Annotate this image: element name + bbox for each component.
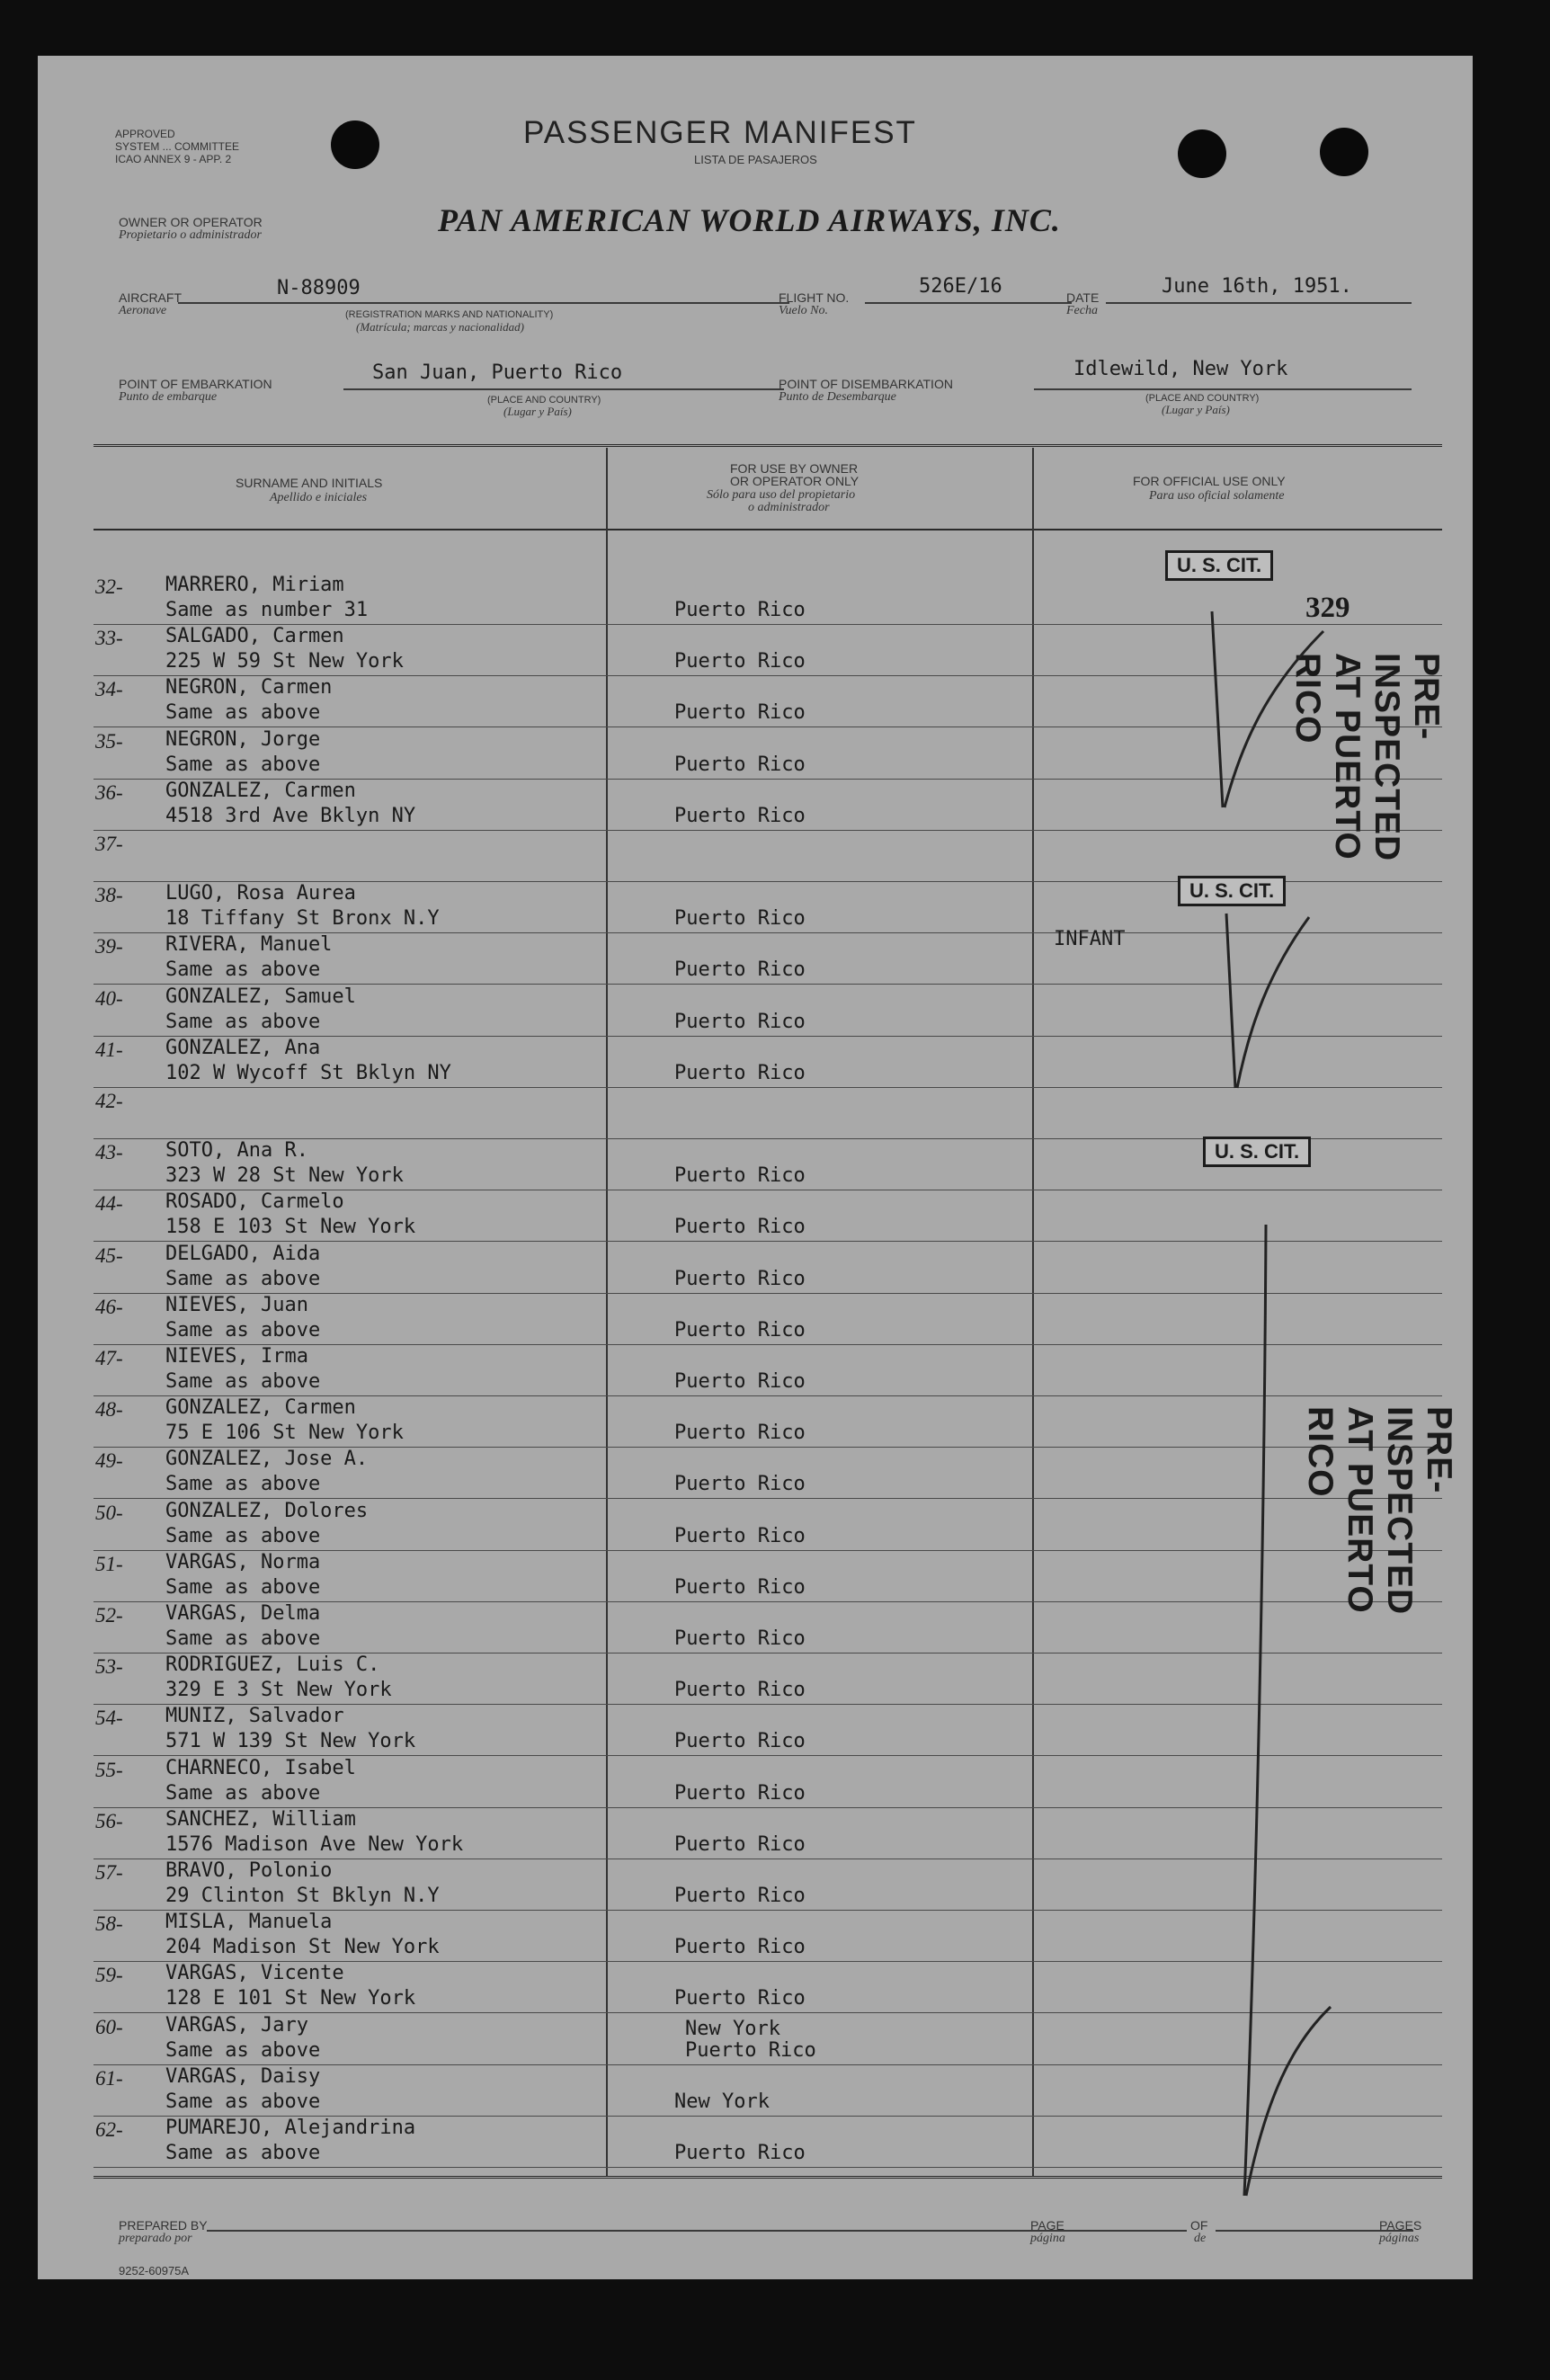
punch-hole: [1178, 129, 1226, 178]
check-mark: [1230, 1216, 1338, 2223]
us-citizen-stamp: U. S. CIT.: [1165, 550, 1273, 581]
owner-use-value: Puerto Rico: [674, 1575, 806, 1599]
row-number: 50-: [95, 1501, 123, 1524]
place-note: (PLACE AND COUNTRY): [487, 395, 601, 406]
row-number: 44-: [95, 1192, 123, 1216]
row-number: 34-: [95, 678, 123, 701]
passenger-name: PUMAREJO, Alejandrina: [165, 2117, 416, 2139]
prepared-by-label-es: preparado por: [119, 2232, 192, 2245]
passenger-address: 29 Clinton St Bklyn N.Y: [165, 1885, 440, 1907]
passenger-name: GONZALEZ, Jose A.: [165, 1448, 369, 1471]
passenger-name: BRAVO, Polonio: [165, 1859, 333, 1882]
row-number: 61-: [95, 2066, 123, 2090]
approval-line: ICAO ANNEX 9 - APP. 2: [115, 153, 232, 165]
prepared-by-label: PREPARED BY: [119, 2218, 208, 2233]
page-title-es: LISTA DE PASAJEROS: [694, 153, 817, 166]
owner-use-value: Puerto Rico: [674, 1318, 806, 1342]
row-number: 53-: [95, 1655, 123, 1679]
passenger-address: Same as above: [165, 1267, 321, 1290]
form-number: 9252-60975A: [119, 2264, 190, 2277]
row-number: 32-: [95, 575, 123, 598]
owner-use-value: Puerto Rico: [674, 1987, 806, 2010]
passenger-name: GONZALEZ, Dolores: [165, 1499, 369, 1522]
passenger-name: ROSADO, Carmelo: [165, 1190, 344, 1214]
owner-value: PAN AMERICAN WORLD AIRWAYS, INC.: [438, 202, 1061, 238]
page-label: PAGE: [1030, 2218, 1065, 2233]
place-note-es: (Lugar y País): [1162, 403, 1230, 416]
owner-column-header-es: o administrador: [748, 501, 830, 514]
passenger-address: Same as above: [165, 2090, 321, 2113]
passenger-name: NIEVES, Irma: [165, 1345, 308, 1368]
row-number: 33-: [95, 627, 123, 650]
aircraft-label-es: Aeronave: [119, 304, 167, 317]
row-number: 36-: [95, 780, 123, 804]
row-number: 62-: [95, 2118, 123, 2141]
owner-use-value: Puerto Rico: [674, 1267, 806, 1290]
passenger-name: GONZALEZ, Carmen: [165, 779, 356, 802]
passenger-name: MUNIZ, Salvador: [165, 1705, 344, 1728]
row-number: 52-: [95, 1604, 123, 1627]
flight-label-es: Vuelo No.: [779, 304, 828, 317]
passenger-name: RODRIGUEZ, Luis C.: [165, 1654, 380, 1677]
row-number: 42-: [95, 1090, 123, 1112]
owner-use-value: Puerto Rico: [674, 1164, 806, 1188]
passenger-name: VARGAS, Daisy: [165, 2064, 321, 2088]
pre-inspected-stamp: PRE-INSPECTED AT PUERTO RICO: [1301, 1406, 1458, 1616]
disembark-value: Idlewild, New York: [1073, 358, 1288, 380]
row-number: 47-: [95, 1347, 123, 1369]
passenger-address: 158 E 103 St New York: [165, 1216, 416, 1239]
passenger-address: 18 Tiffany St Bronx N.Y: [165, 907, 440, 931]
row-number: 58-: [95, 1912, 123, 1936]
passenger-address: Same as above: [165, 958, 321, 982]
passenger-address: 102 W Wycoff St Bklyn NY: [165, 1061, 451, 1084]
manifest-sheet: [38, 56, 1473, 2279]
official-column-header: FOR OFFICIAL USE ONLY: [1133, 474, 1286, 488]
page-label-es: página: [1030, 2232, 1065, 2245]
passenger-address: Same as above: [165, 1575, 321, 1599]
owner-use-value: Puerto Rico: [674, 958, 806, 982]
row-number: 45-: [95, 1243, 123, 1267]
registration-note-es: (Matrícula; marcas y nacionalidad): [356, 320, 524, 334]
owner-use-value: Puerto Rico: [674, 599, 806, 621]
passenger-name: VARGAS, Norma: [165, 1550, 321, 1573]
approval-line: APPROVED: [115, 128, 175, 140]
passenger-address: Same as above: [165, 1473, 321, 1496]
row-number: 51-: [95, 1552, 123, 1575]
us-citizen-stamp: U. S. CIT.: [1178, 876, 1286, 906]
passenger-name: GONZALEZ, Ana: [165, 1036, 321, 1059]
owner-use-value: Puerto Rico: [674, 753, 806, 776]
passenger-name: SALGADO, Carmen: [165, 625, 344, 648]
owner-use-value: Puerto Rico: [674, 1885, 806, 1907]
page-title: PASSENGER MANIFEST: [523, 115, 917, 150]
registration-note: (REGISTRATION MARKS AND NATIONALITY): [345, 309, 554, 320]
passenger-address: Same as above: [165, 1318, 321, 1342]
passenger-name: LUGO, Rosa Aurea: [165, 882, 356, 905]
pages-label-es: páginas: [1379, 2232, 1420, 2245]
owner-use-value: Puerto Rico: [674, 1832, 806, 1856]
passenger-address: 75 E 106 St New York: [165, 1422, 404, 1445]
owner-use-value: New York: [685, 2017, 780, 2040]
passenger-name: RIVERA, Manuel: [165, 933, 333, 957]
passenger-address: 128 E 101 St New York: [165, 1987, 416, 2010]
flight-value: 526E/16: [919, 275, 1002, 298]
disembark-label: POINT OF DISEMBARKATION: [779, 377, 953, 391]
passenger-name: NIEVES, Juan: [165, 1293, 308, 1316]
passenger-name: CHARNECO, Isabel: [165, 1756, 356, 1779]
passenger-address: 225 W 59 St New York: [165, 650, 404, 673]
row-number: 46-: [95, 1295, 123, 1318]
row-number: 49-: [95, 1449, 123, 1473]
passenger-name: NEGRON, Jorge: [165, 727, 321, 751]
passenger-address: Same as above: [165, 1524, 321, 1547]
punch-hole: [331, 120, 379, 169]
passenger-address: 204 Madison St New York: [165, 1936, 440, 1959]
row-number: 60-: [95, 2015, 123, 2038]
embark-value: San Juan, Puerto Rico: [372, 361, 623, 384]
place-note: (PLACE AND COUNTRY): [1145, 393, 1260, 404]
us-citizen-stamp: U. S. CIT.: [1203, 1137, 1311, 1167]
owner-use-value: Puerto Rico: [674, 1010, 806, 1033]
owner-use-value: Puerto Rico: [674, 701, 806, 725]
check-mark: [1216, 908, 1314, 1124]
name-column-header-es: Apellido e iniciales: [270, 491, 368, 504]
approval-line: SYSTEM ... COMMITTEE: [115, 140, 240, 153]
owner-use-value: Puerto Rico: [674, 1936, 806, 1959]
owner-label-es: Propietario o administrador: [119, 228, 262, 242]
owner-use-value: Puerto Rico: [674, 1627, 806, 1650]
row-number: 39-: [95, 935, 123, 958]
passenger-address: Same as above: [165, 2142, 321, 2164]
passenger-address: Same as above: [165, 1010, 321, 1033]
owner-column-header-es: Sólo para uso del propietario: [707, 488, 856, 502]
owner-column-header: OR OPERATOR ONLY: [730, 474, 860, 488]
owner-use-value: Puerto Rico: [685, 2038, 816, 2062]
passenger-name: SANCHEZ, William: [165, 1807, 356, 1831]
of-label-es: de: [1194, 2232, 1207, 2245]
row-number: 38-: [95, 884, 123, 907]
passenger-name: GONZALEZ, Carmen: [165, 1396, 356, 1420]
row-number: 41-: [95, 1038, 123, 1061]
embark-label-es: Punto de embarque: [119, 390, 218, 404]
owner-use-value: Puerto Rico: [674, 1422, 806, 1445]
row-number: 55-: [95, 1758, 123, 1781]
owner-use-value: Puerto Rico: [674, 1781, 806, 1805]
pre-inspected-stamp: PRE-INSPECTED AT PUERTO RICO: [1288, 653, 1446, 862]
row-number: 37-: [95, 833, 123, 855]
owner-use-value: Puerto Rico: [674, 907, 806, 931]
owner-use-value: Puerto Rico: [674, 1370, 806, 1393]
passenger-address: 571 W 139 St New York: [165, 1730, 416, 1753]
disembark-label-es: Punto de Desembarque: [779, 390, 896, 404]
owner-use-value: Puerto Rico: [674, 1473, 806, 1496]
row-number: 35-: [95, 729, 123, 753]
check-mark: [1207, 595, 1332, 865]
official-column-header-es: Para uso oficial solamente: [1149, 489, 1285, 503]
infant-note: INFANT: [1054, 928, 1126, 950]
embark-label: POINT OF EMBARKATION: [119, 377, 272, 391]
owner-use-value: Puerto Rico: [674, 1524, 806, 1547]
passenger-name: VARGAS, Jary: [165, 2013, 308, 2037]
passenger-count: 329: [1305, 592, 1350, 624]
aircraft-label: AIRCRAFT: [119, 290, 182, 305]
passenger-name: MISLA, Manuela: [165, 1911, 333, 1934]
passenger-name: MARRERO, Miriam: [165, 574, 344, 596]
row-number: 43-: [95, 1141, 123, 1164]
passenger-address: Same as number 31: [165, 599, 369, 621]
owner-use-value: Puerto Rico: [674, 1679, 806, 1702]
passenger-name: VARGAS, Delma: [165, 1602, 321, 1625]
passenger-address: Same as above: [165, 2038, 321, 2062]
passenger-name: SOTO, Ana R.: [165, 1139, 308, 1163]
owner-column-header: FOR USE BY OWNER: [730, 461, 859, 476]
passenger-address: 4518 3rd Ave Bklyn NY: [165, 804, 416, 827]
row-number: 59-: [95, 1964, 123, 1987]
owner-use-value: Puerto Rico: [674, 2142, 806, 2164]
passenger-address: Same as above: [165, 1781, 321, 1805]
name-column-header: SURNAME AND INITIALS: [236, 476, 383, 490]
flight-label: FLIGHT NO.: [779, 290, 850, 305]
place-note-es: (Lugar y País): [503, 405, 572, 418]
row-number: 54-: [95, 1707, 123, 1730]
owner-use-value: New York: [674, 2090, 770, 2113]
owner-use-value: Puerto Rico: [674, 804, 806, 827]
date-value: June 16th, 1951.: [1162, 275, 1352, 298]
aircraft-value: N-88909: [277, 277, 361, 299]
owner-use-value: Puerto Rico: [674, 1730, 806, 1753]
passenger-address: Same as above: [165, 1370, 321, 1393]
passenger-address: Same as above: [165, 1627, 321, 1650]
passenger-name: NEGRON, Carmen: [165, 676, 333, 700]
passenger-name: GONZALEZ, Samuel: [165, 985, 356, 1008]
row-number: 40-: [95, 986, 123, 1010]
owner-use-value: Puerto Rico: [674, 1061, 806, 1084]
passenger-address: 323 W 28 St New York: [165, 1164, 404, 1188]
passenger-address: Same as above: [165, 701, 321, 725]
row-number: 57-: [95, 1861, 123, 1884]
passenger-address: 329 E 3 St New York: [165, 1679, 392, 1702]
punch-hole: [1320, 128, 1368, 176]
pages-label: PAGES: [1379, 2218, 1422, 2233]
owner-use-value: Puerto Rico: [674, 1216, 806, 1239]
row-number: 48-: [95, 1398, 123, 1422]
date-label-es: Fecha: [1066, 304, 1098, 317]
passenger-address: Same as above: [165, 753, 321, 776]
passenger-name: VARGAS, Vicente: [165, 1962, 344, 1985]
of-label: OF: [1190, 2218, 1208, 2233]
owner-label: OWNER OR OPERATOR: [119, 215, 263, 229]
passenger-address: 1576 Madison Ave New York: [165, 1832, 464, 1856]
owner-use-value: Puerto Rico: [674, 650, 806, 673]
passenger-name: DELGADO, Aida: [165, 1242, 321, 1265]
row-number: 56-: [95, 1809, 123, 1832]
date-label: DATE: [1066, 290, 1100, 305]
